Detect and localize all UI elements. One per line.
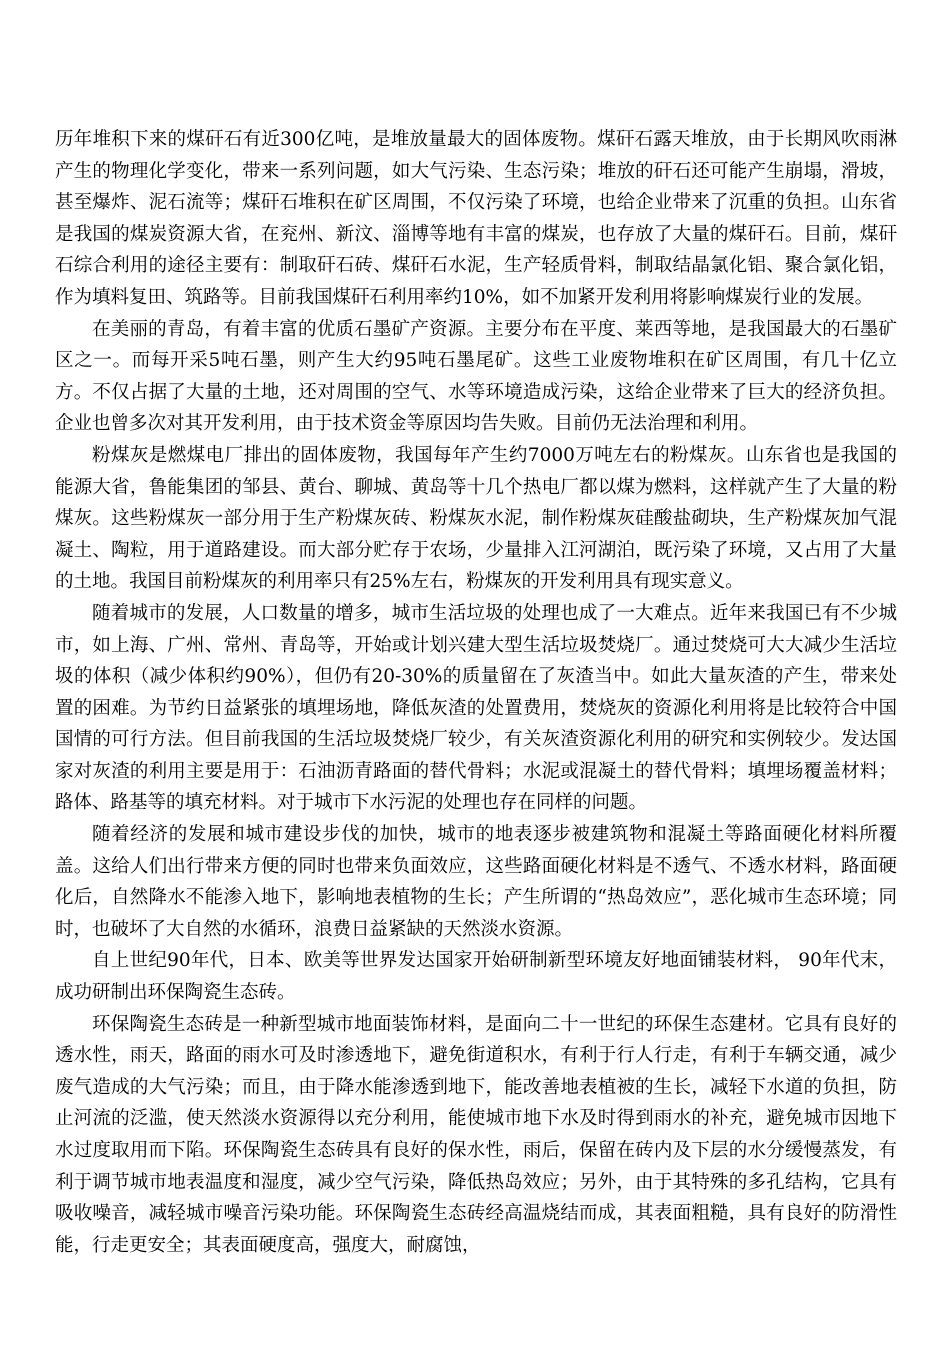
paragraph-incineration-ash: 随着城市的发展，人口数量的增多，城市生活垃圾的处理也成了一大难点。近年来我国已有不少城市，如上海、广州、常州、青岛等，开始或计划兴建大型生活垃圾焚烧厂。通过焚烧可大大减少生活垃圾的体积（减少体积约90%），但仍有20-30%的质量留在了灰渣当中。如此大量灰渣的产生，带来处置的困难。为节约日益紧张的填埋场地，降低灰渣的处置费用，焚烧灰的资源化利用将是比较符合中国国情的可行方法。但目前我国的生活垃圾焚烧厂较少，有关灰渣资源化利用的研究和实例较少。发达国家对灰渣的利用主要是用于：石油沥青路面的替代骨料；水泥或混凝土的替代骨料；填埋场覆盖材料；路体、路基等的填充材料。对于城市下水污泥的处理也存在同样的问题。 <box>55 602 897 814</box>
paragraph-graphite-tailings: 在美丽的青岛，有着丰富的优质石墨矿产资源。主要分布在平度、莱西等地，是我国最大的石墨矿区之一。而每开采5吨石墨，则产生大约95吨石墨尾矿。这些工业废物堆积在矿区周围，有几十亿立方。不仅占据了大量的土地，还对周围的空气、水等环境造成污染，这给企业带来了巨大的经济负担。企业也曾多次对其开发利用，由于技术资金等原因均告失败。目前仍无法治理和利用。 <box>55 318 897 435</box>
paragraph-eco-brick-history: 自上世纪90年代，日本、欧美等世界发达国家开始研制新型环境友好地面铺装材料， 90年代末，成功研制出环保陶瓷生态砖。 <box>55 950 897 1004</box>
paragraph-fly-ash: 粉煤灰是燃煤电厂排出的固体废物，我国每年产生约7000万吨左右的粉煤灰。山东省也是我国的能源大省，鲁能集团的邹县、黄台、聊城、黄岛等十几个热电厂都以煤为燃料，这样就产生了大量的粉煤灰。这些粉煤灰一部分用于生产粉煤灰砖、粉煤灰水泥，制作粉煤灰硅酸盐砌块，生产粉煤灰加气混凝土、陶粒，用于道路建设。而大部分贮存于农场，少量排入江河湖泊，既污染了环境，又占用了大量的土地。我国目前粉煤灰的利用率只有25%左右，粉煤灰的开发利用具有现实意义。 <box>55 444 897 593</box>
paragraph-eco-brick-properties: 环保陶瓷生态砖是一种新型城市地面装饰材料，是面向二十一世纪的环保生态建材。它具有良好的透水性，雨天，路面的雨水可及时渗透地下，避免街道积水，有利于行人行走，有利于车辆交通，减少废气造成的大气污染；而且，由于降水能渗透到地下，能改善地表植被的生长，减轻下水道的负担，防止河流的泛滥，使天然淡水资源得以充分利用，能使城市地下水及时得到雨水的补充，避免城市因地下水过度取用而下陷。环保陶瓷生态砖具有良好的保水性，雨后，保留在砖内及下层的水分缓慢蒸发，有利于调节城市地表温度和湿度，减少空气污染，降低热岛效应；另外，由于其特殊的多孔结构，它具有吸收噪音，减轻城市噪音污染功能。环保陶瓷生态砖经高温烧结而成，其表面粗糙，具有良好的防滑性能，行走更安全；其表面硬度高，强度大，耐腐蚀， <box>55 1013 897 1256</box>
paragraph-coal-gangue: 历年堆积下来的煤矸石有近300亿吨，是堆放量最大的固体废物。煤矸石露天堆放，由于长期风吹雨淋产生的物理化学变化，带来一系列问题，如大气污染、生态污染；堆放的矸石还可能产生崩塌，滑坡，甚至爆炸、泥石流等；煤矸石堆积在矿区周围，不仅污染了环境，也给企业带来了沉重的负担。山东省是我国的煤炭资源大省，在兖州、新汶、淄博等地有丰富的煤炭，也存放了大量的煤矸石。目前，煤矸石综合利用的途径主要有：制取矸石砖、煤矸石水泥，生产轻质骨料，制取结晶氯化铝、聚合氯化铝，作为填料复田、筑路等。目前我国煤矸石利用率约10%，如不加紧开发利用将影响煤炭行业的发展。 <box>55 129 897 308</box>
document-page <box>55 124 897 1261</box>
paragraph-pavement-hardening: 随着经济的发展和城市建设步伐的加快，城市的地表逐步被建筑物和混凝土等路面硬化材料所覆盖。这给人们出行带来方便的同时也带来负面效应，这些路面硬化材料是不透气、不透水材料，路面硬化后，自然降水不能渗入地下，影响地表植物的生长；产生所谓的“热岛效应”，恶化城市生态环境；同时，也破坏了大自然的水循环，浪费日益紧缺的天然淡水资源。 <box>55 824 897 940</box>
